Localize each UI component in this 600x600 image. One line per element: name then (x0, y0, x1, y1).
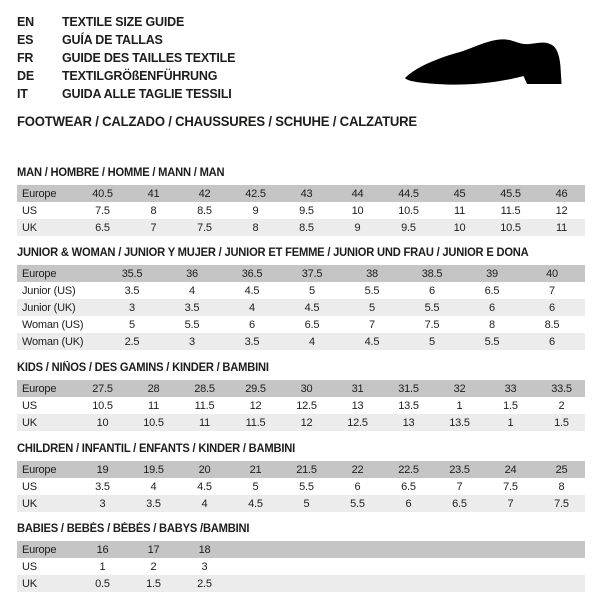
size-value: 42 (198, 187, 211, 200)
size-value: 5.5 (484, 335, 500, 348)
kids-row-us (17, 397, 585, 414)
size-value: 5 (303, 497, 310, 510)
size-value: 4 (150, 480, 157, 493)
junior-woman-row-europe (17, 265, 585, 282)
size-value: 7.5 (197, 221, 212, 234)
size-value: 33.5 (551, 382, 572, 395)
size-value: 42.5 (245, 187, 266, 200)
row-label: Europe (22, 463, 57, 476)
section-babies (17, 523, 585, 592)
section-children (17, 443, 585, 512)
size-value: 5 (252, 480, 259, 493)
size-value: 9.5 (401, 221, 416, 234)
size-value: 19 (96, 463, 109, 476)
size-value: 0.5 (95, 577, 110, 590)
size-value: 6.5 (452, 497, 467, 510)
size-value: 11 (555, 221, 568, 234)
babies-row-uk (17, 575, 585, 592)
size-value: 11.5 (194, 399, 215, 412)
section-title-junior-woman: JUNIOR & WOMAN / JUNIOR Y MUJER / JUNIOR ET FEMME / JUNIOR UND FRAU / JUNIOR E DONA (17, 247, 529, 259)
size-value: 3 (129, 301, 135, 314)
size-value: 13 (402, 416, 415, 429)
size-value: 8.5 (544, 318, 560, 331)
size-value: 5 (369, 301, 375, 314)
size-value: 3.5 (95, 480, 110, 493)
size-value: 31 (351, 382, 364, 395)
size-value: 8.5 (299, 221, 314, 234)
size-value: 3.5 (244, 335, 260, 348)
size-value: 4.5 (304, 301, 320, 314)
size-value: 8 (489, 318, 495, 331)
row-label: US (22, 560, 37, 573)
language-text: GUÍA DE TALLAS (62, 33, 163, 47)
size-value: 41 (147, 187, 160, 200)
size-value: 36.5 (241, 267, 263, 280)
size-value: 11 (198, 416, 211, 429)
size-value: 11 (147, 399, 160, 412)
size-value: 10 (453, 221, 466, 234)
size-value: 4.5 (197, 480, 212, 493)
row-label: US (22, 399, 37, 412)
size-value: 22.5 (398, 463, 419, 476)
size-value: 6 (354, 480, 361, 493)
size-value: 18 (198, 543, 211, 556)
size-value: 4.5 (248, 497, 263, 510)
size-value: 4 (189, 284, 195, 297)
size-value: 2.5 (124, 335, 140, 348)
size-value: 35.5 (121, 267, 143, 280)
size-value: 6.5 (401, 480, 416, 493)
size-value: 40.5 (92, 187, 113, 200)
size-value: 5 (429, 335, 435, 348)
size-value: 27.5 (92, 382, 113, 395)
size-value: 8 (252, 221, 259, 234)
row-label: Woman (US) (22, 318, 84, 331)
size-value: 28 (147, 382, 160, 395)
language-text: TEXTILE SIZE GUIDE (62, 15, 185, 29)
kids-row-europe (17, 380, 585, 397)
children-row-uk (17, 495, 585, 512)
size-value: 46 (555, 187, 568, 200)
children-row-europe (17, 461, 585, 478)
size-value: 37.5 (301, 267, 323, 280)
size-table-man (17, 185, 585, 236)
row-label: Woman (UK) (22, 335, 84, 348)
row-label: Junior (UK) (22, 301, 76, 314)
size-value: 4.5 (364, 335, 380, 348)
row-label: Junior (US) (22, 284, 76, 297)
size-value: 23.5 (449, 463, 470, 476)
row-label: US (22, 204, 37, 217)
size-value: 17 (147, 543, 160, 556)
size-value: 12 (300, 416, 313, 429)
size-value: 5.5 (184, 318, 200, 331)
size-value: 5 (309, 284, 315, 297)
size-value: 11.5 (500, 204, 521, 217)
size-value: 6 (405, 497, 412, 510)
size-value: 44.5 (398, 187, 419, 200)
size-value: 10 (96, 416, 109, 429)
size-value: 4 (309, 335, 315, 348)
size-value: 9 (252, 204, 259, 217)
size-value: 44 (351, 187, 364, 200)
size-value: 7 (150, 221, 157, 234)
size-value: 6 (429, 284, 435, 297)
babies-row-europe (17, 541, 585, 558)
size-value: 7 (507, 497, 514, 510)
size-value: 7 (369, 318, 375, 331)
size-value: 19.5 (143, 463, 164, 476)
size-table-kids (17, 380, 585, 431)
language-code: ES (17, 33, 34, 47)
size-value: 3.5 (184, 301, 200, 314)
size-value: 30 (300, 382, 313, 395)
size-value: 3.5 (124, 284, 140, 297)
size-value: 5 (129, 318, 135, 331)
row-label: Europe (22, 543, 57, 556)
size-value: 1.5 (503, 399, 518, 412)
size-value: 11 (453, 204, 466, 217)
size-value: 9.5 (299, 204, 314, 217)
size-value: 10 (351, 204, 364, 217)
row-label: UK (22, 416, 37, 429)
size-value: 11.5 (245, 416, 266, 429)
babies-row-us (17, 558, 585, 575)
size-value: 4.5 (244, 284, 260, 297)
junior-woman-row-woman-uk (17, 333, 585, 350)
size-value: 7 (549, 284, 555, 297)
size-value: 13.5 (398, 399, 419, 412)
size-value: 10.5 (398, 204, 419, 217)
man-row-uk (17, 219, 585, 236)
children-row-us (17, 478, 585, 495)
size-value: 13.5 (449, 416, 470, 429)
size-value: 3 (99, 497, 106, 510)
shoe-icon (398, 33, 578, 96)
size-value: 9 (354, 221, 361, 234)
size-value: 2.5 (197, 577, 212, 590)
size-value: 1.5 (146, 577, 161, 590)
row-label: Europe (22, 267, 57, 280)
language-code: EN (17, 15, 34, 29)
language-code: FR (17, 51, 34, 65)
size-value: 7.5 (503, 480, 518, 493)
category-title: FOOTWEAR / CALZADO / CHAUSSURES / SCHUHE / CALZATURE (17, 114, 417, 129)
size-value: 5.5 (299, 480, 314, 493)
junior-woman-row-woman-us (17, 316, 585, 333)
size-value: 1 (507, 416, 514, 429)
size-value: 29.5 (245, 382, 266, 395)
size-value: 6.5 (484, 284, 500, 297)
row-label: Europe (22, 187, 57, 200)
size-value: 1 (99, 560, 106, 573)
size-value: 6 (549, 301, 555, 314)
row-label: UK (22, 577, 37, 590)
language-row-en (17, 13, 585, 31)
size-value: 33 (504, 382, 517, 395)
size-value: 7.5 (554, 497, 569, 510)
size-value: 7 (456, 480, 463, 493)
size-value: 5.5 (364, 284, 380, 297)
size-value: 8 (558, 480, 565, 493)
size-value: 1.5 (554, 416, 569, 429)
size-value: 4 (249, 301, 255, 314)
kids-row-uk (17, 414, 585, 431)
size-table-children (17, 461, 585, 512)
size-value: 4 (201, 497, 208, 510)
size-value: 16 (96, 543, 109, 556)
size-value: 7.5 (424, 318, 440, 331)
size-value: 12 (555, 204, 568, 217)
size-value: 40 (546, 267, 558, 280)
size-value: 2 (150, 560, 157, 573)
size-value: 6.5 (95, 221, 110, 234)
man-row-us (17, 202, 585, 219)
size-value: 12.5 (296, 399, 317, 412)
language-text: GUIDA ALLE TAGLIE TESSILI (62, 87, 232, 101)
section-title-babies: BABIES / BEBÉS / BÉBÉS / BABYS /BAMBINI (17, 523, 250, 535)
size-value: 38 (366, 267, 378, 280)
size-value: 39 (486, 267, 498, 280)
size-value: 8.5 (197, 204, 212, 217)
junior-woman-row-junior-uk (17, 299, 585, 316)
size-value: 3.5 (146, 497, 161, 510)
size-value: 7.5 (95, 204, 110, 217)
size-value: 36 (186, 267, 198, 280)
size-value: 8 (150, 204, 157, 217)
row-label: UK (22, 221, 37, 234)
size-value: 3 (189, 335, 195, 348)
size-value: 5.5 (424, 301, 440, 314)
language-code: DE (17, 69, 34, 83)
size-value: 2 (558, 399, 565, 412)
row-label: US (22, 480, 37, 493)
size-value: 6.5 (304, 318, 320, 331)
size-value: 10.5 (92, 399, 113, 412)
size-value: 31.5 (398, 382, 419, 395)
size-table-junior-woman (17, 265, 585, 350)
section-man (17, 167, 585, 236)
size-value: 5.5 (350, 497, 365, 510)
size-value: 21 (249, 463, 262, 476)
size-value: 28.5 (194, 382, 215, 395)
size-value: 3 (201, 560, 208, 573)
size-value: 21.5 (296, 463, 317, 476)
language-code: IT (17, 87, 28, 101)
size-value: 32 (453, 382, 466, 395)
size-value: 45.5 (500, 187, 521, 200)
size-value: 38.5 (421, 267, 443, 280)
size-value: 12.5 (347, 416, 368, 429)
section-title-man: MAN / HOMBRE / HOMME / MANN / MAN (17, 167, 225, 179)
size-value: 10.5 (143, 416, 164, 429)
section-title-kids: KIDS / NIÑOS / DES GAMINS / KINDER / BAMBINI (17, 362, 269, 374)
language-text: TEXTILGRÖßENFÜHRUNG (62, 69, 218, 83)
row-label: UK (22, 497, 37, 510)
size-value: 25 (555, 463, 568, 476)
section-kids (17, 362, 585, 431)
size-value: 13 (351, 399, 364, 412)
size-value: 22 (351, 463, 364, 476)
size-value: 6 (549, 335, 555, 348)
section-junior-woman (17, 247, 585, 350)
man-row-europe (17, 185, 585, 202)
size-value: 6 (489, 301, 495, 314)
language-text: GUIDE DES TAILLES TEXTILE (62, 51, 236, 65)
size-value: 10.5 (500, 221, 521, 234)
section-title-children: CHILDREN / INFANTIL / ENFANTS / KINDER / BAMBINI (17, 443, 296, 455)
size-value: 20 (198, 463, 211, 476)
size-table-babies (17, 541, 585, 592)
size-value: 6 (249, 318, 255, 331)
size-value: 45 (453, 187, 466, 200)
size-value: 12 (249, 399, 262, 412)
row-label: Europe (22, 382, 57, 395)
junior-woman-row-junior-us (17, 282, 585, 299)
size-value: 43 (300, 187, 313, 200)
size-value: 1 (456, 399, 463, 412)
size-value: 24 (504, 463, 517, 476)
